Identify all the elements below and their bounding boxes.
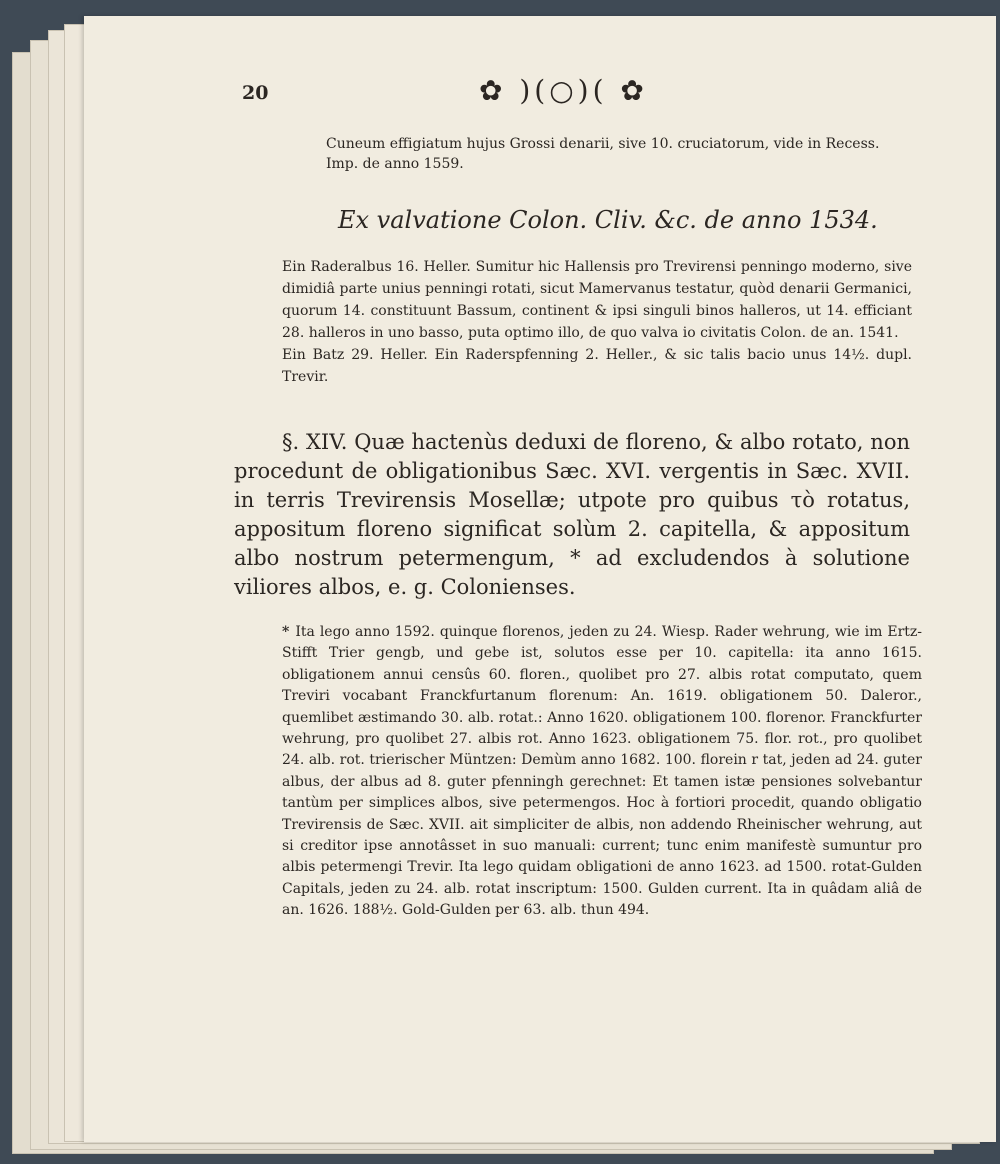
entry-raderalbus: Ein Raderalbus 16. Heller. Sumitur hic Hallensis pro Trevirensi penningo moderno, sive dimidiâ parte unius penningi rotati, sicut Mamervanus testatur, quòd denarii Germanici, quorum 14. constituunt Bassum, continent & ipsi singuli binos halleros, ut 14. efficiant 28. halleros in uno basso, puta optimo illo, de quo valva io civitatis Colon. de an. 1541. xyxy=(282,259,912,341)
header-note: Cuneum effigiatum hujus Grossi denarii, sive 10. cruciatorum, vide in Recess. Imp. de anno 1559. xyxy=(326,136,880,172)
paragraph-xiv xyxy=(234,428,910,602)
footnote-text: Ita lego anno 1592. quinque florenos, jeden zu 24. Wiesp. Rader wehrung, wie im Ertz-Stifft Trier gengb, und gebe ist, solutos esse per 10. capitella: ita anno 1615. obligationem annui censûs 60. floren., quolibet pro 27. albis rotat computato, quem Treviri vocabant Franckfurtanum florenum: An. 1619. obligationem 50. Daleror., quemlibet æstimando 30. alb. rotat.: Anno 1620. obligationem 100. florenor. Franckfurter wehrung, pro quolibet 27. albis rot. Anno 1623. obligationem 75. flor. rot., pro quolibet 24. alb. rot. trierischer Müntzen: Demùm anno 1682. 100. florein r tat, jeden ad 24. guter albus, der albus ad 8. guter pfenningh gerechnet: Et tamen istæ pensiones solvebantur tantùm per simplices albos, sive petermengos. Hoc à fortiori procedit, quando obligatio Trevirensis de Sæc. XVII. ait simpliciter de albis, non addendo Rheinischer wehrung, aut si creditor ipse annotâsset in suo manuali: current; tunc enim manifestè sumuntur pro albis petermengi Trevir. Ita lego quidam obligationi de anno 1623. ad 1500. rotat-Gulden Capitals, jeden zu 24. alb. rotat inscriptum: 1500. Gulden current. Ita in quâdam aliâ de an. 1626. 188½. Gold-Gulden per 63. alb. thun 494. xyxy=(282,624,922,919)
paragraph-body: non procedunt de obligationibus Sæc. XVI. vergentis in Sæc. XVII. in terris Trevirensis Mosellæ; utpote pro quibus τὸ rotatus, appositum floreno significat solùm 2. capitella, & appositum albo nostrum petermengum, * ad excludendos à solutione viliores albos, e. g. Colonienses. xyxy=(234,430,910,599)
paragraph-lead: §. XIV. Quæ hactenùs deduxi de floreno, & albo rotato, xyxy=(282,430,864,454)
entry-batz: Ein Batz 29. Heller. Ein Raderspfenning 2. Heller., & sic talis bacio unus 14½. dupl. Trevir. xyxy=(282,347,912,385)
valvation-entries xyxy=(282,256,912,388)
footnote xyxy=(282,622,922,922)
header-ornament: ✿ )(○)( ✿ xyxy=(479,74,648,107)
section-heading: Ex valvatione Colon. Cliv. &c. de anno 1534. xyxy=(338,206,878,234)
page-number: 20 xyxy=(242,82,269,104)
footnote-marker: * xyxy=(282,624,290,640)
book-page xyxy=(84,16,996,1142)
